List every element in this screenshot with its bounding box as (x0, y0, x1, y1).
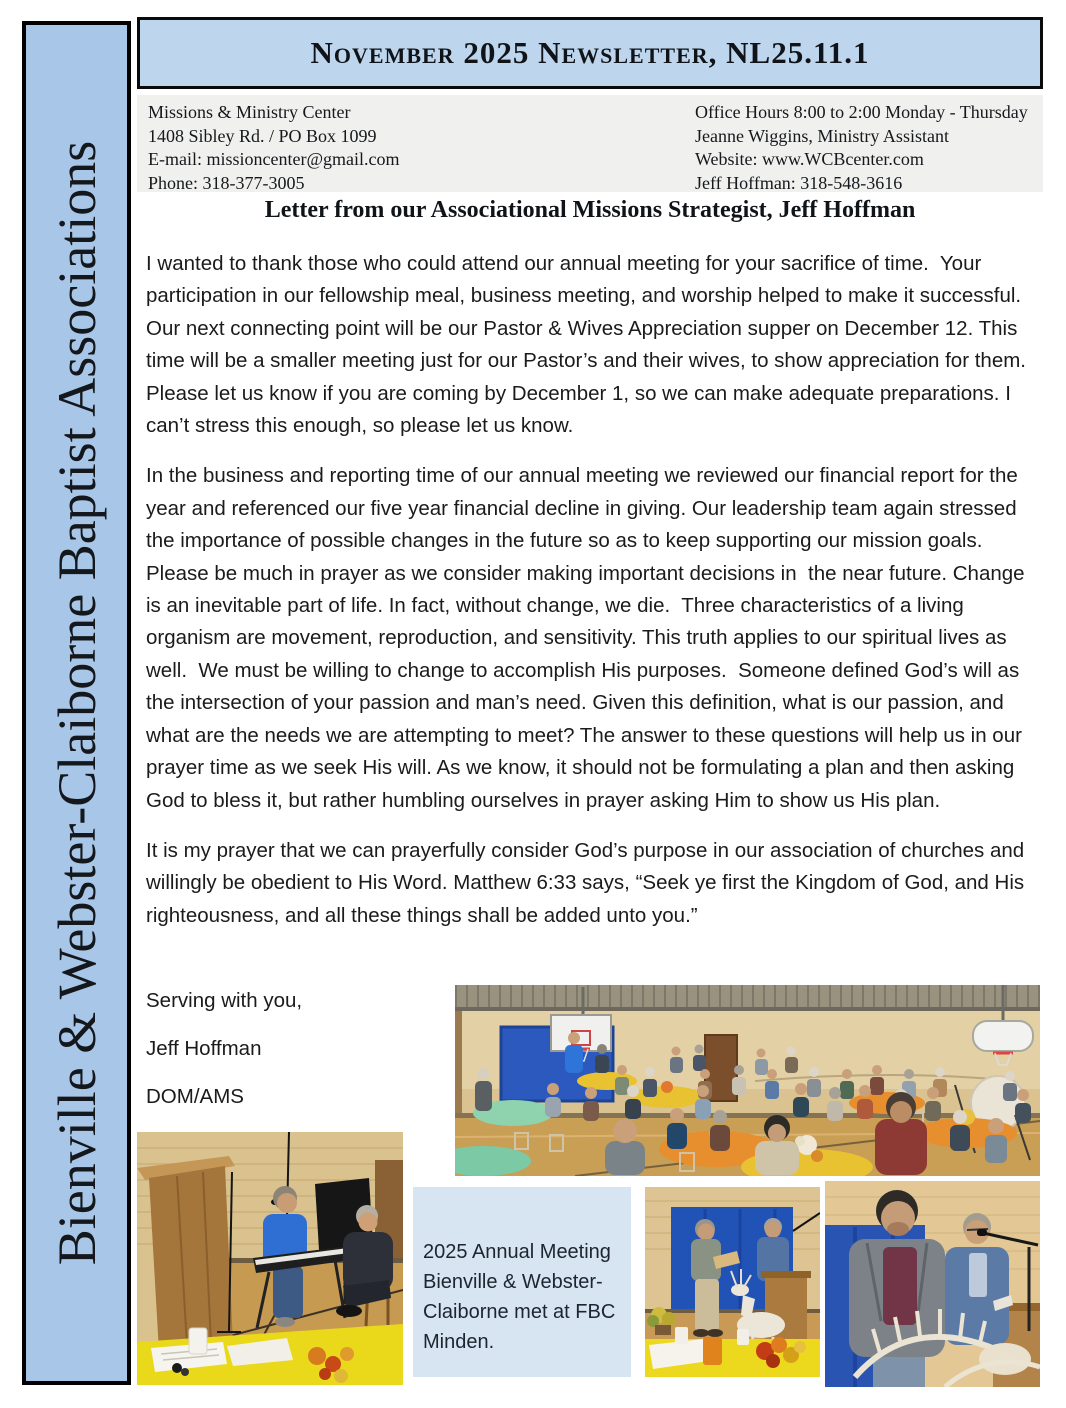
photo-podium-deer (645, 1187, 820, 1377)
photo-annual-meeting-crowd (455, 985, 1040, 1176)
photo-caption-box (413, 1187, 631, 1377)
photo-caption-text: 2025 Annual Meeting Bienville & Webster-Claiborne met at FBC Minden. (423, 1241, 616, 1353)
contact-phone: Phone: 318-377-3005 (148, 172, 305, 193)
closing-line: Serving with you, (146, 989, 303, 1012)
photo-speakers-antlers (825, 1181, 1040, 1387)
letter-paragraph-2: In the business and reporting time of our annual meeting we reviewed our financial report for the year and referenced our five year financial decline in giving. Our leadership team again stressed the importance of possible changes in the future so as to keep supporting our mission goals. Please be much in prayer as we consider making important decisions in the near future. Change is an inevitable part of life. In fact, without change, we die. Three characteristics of a living organism are movement, reproduction, and sensitivity. This truth applies to our spiritual lives as well. We must be willing to change to accomplish His purposes. Someone defined God’s will as the intersection of your passion and man’s need. Given this definition, what is our passion, and what are the needs we are attempting to meet? The answer to these questions will help us in our prayer time as we seek His will. As we know, it should not be formulating a plan and then asking God to bless it, but rather humbling ourselves in prayer asking Him to show us His plan. (146, 464, 1031, 812)
sidebar-banner (22, 21, 131, 1385)
office-hours: Office Hours 8:00 to 2:00 Monday - Thursday (695, 102, 1028, 122)
contact-email: E-mail: missioncenter@gmail.com (148, 149, 400, 169)
photo-keyboard-player (137, 1132, 403, 1385)
letter-paragraph-3: It is my prayer that we can prayerfully consider God’s purpose in our association of churches and willingly be obedient to His Word. Matthew 6:33 says, “Seek ye first the Kingdom of God, and His righteousness, and all these things shall be added unto you.” (146, 838, 1030, 927)
contact-block (137, 95, 1043, 192)
letter-body (146, 248, 1037, 950)
jeff-hoffman-phone: Jeff Hoffman: 318-548-3616 (695, 172, 903, 193)
contact-org-name: Missions & Ministry Center (148, 102, 351, 122)
closing-name: Jeff Hoffman (146, 1037, 262, 1060)
contact-right-column (695, 101, 1028, 195)
letter-closing (146, 988, 302, 1132)
ministry-assistant: Jeanne Wiggins, Ministry Assistant (695, 125, 949, 146)
closing-title: DOM/AMS (146, 1085, 244, 1108)
letter-paragraph-1: I wanted to thank those who could attend our annual meeting for your sacrifice of time. Your participation in our fellowship meal, business meeting, and worship helped to make it successful. Our next connecting point will be our Pastor & Wives Appreciation supper on December 12. This time will be a smaller meeting just for our Pastor’s and their wives, to show appreciation for them. Please let us know if you are coming by December 1, so we can make adequate preparations. I can’t stress this enough, so please let us know. (146, 252, 1033, 438)
newsletter-title: November 2025 Newsletter, NL25.11.1 (310, 35, 870, 70)
contact-address: 1408 Sibley Rd. / PO Box 1099 (148, 125, 377, 146)
letter-heading: Letter from our Associational Missions Strategist, Jeff Hoffman (264, 197, 916, 223)
association-name-vertical: Bienville & Webster-Claiborne Baptist Associations (46, 140, 107, 1266)
website: Website: www.WCBcenter.com (695, 149, 924, 169)
contact-left-column (148, 101, 400, 195)
header-banner (137, 17, 1043, 89)
